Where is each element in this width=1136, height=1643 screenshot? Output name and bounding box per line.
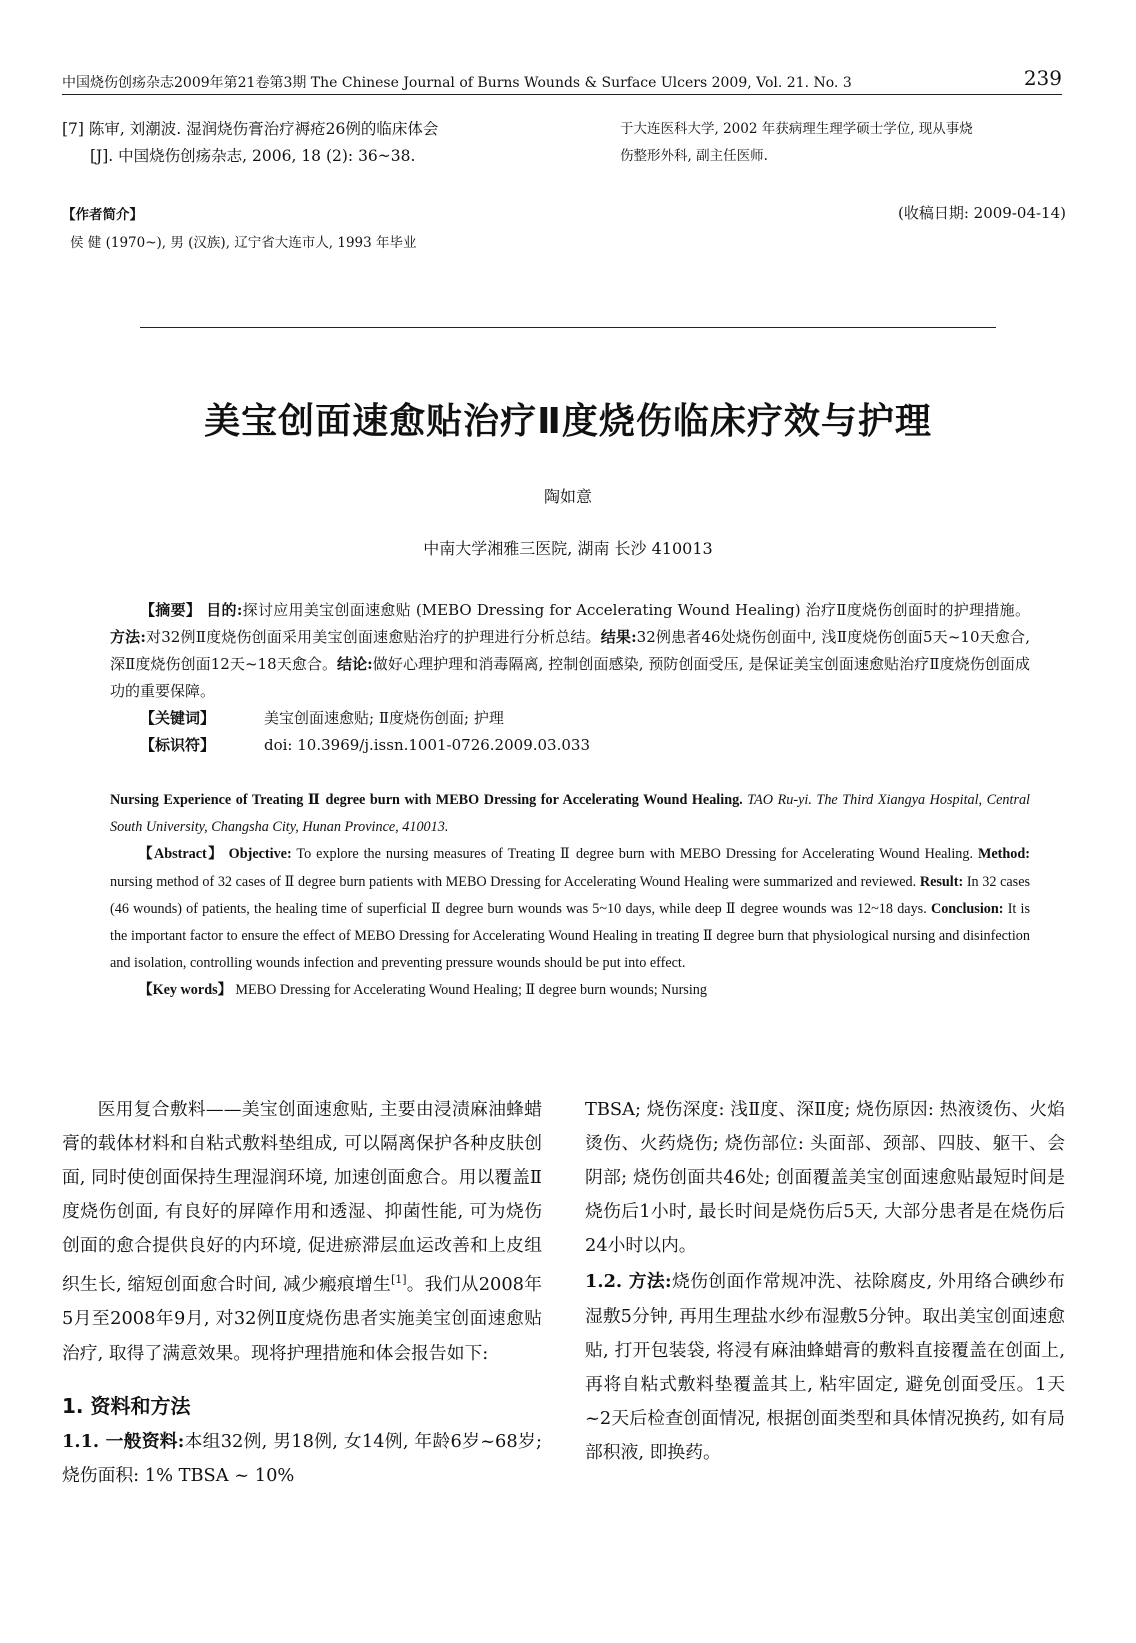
english-abstract	[110, 787, 1030, 1005]
page-number: 239	[1023, 66, 1062, 90]
article-affiliation: 中南大学湘雅三医院, 湖南 长沙 410013	[423, 539, 713, 558]
cn-identifier-row	[110, 732, 1030, 759]
reference-7-line1: [7] 陈审, 刘潮波. 湿润烧伤膏治疗褥疮26例的临床体会	[62, 120, 439, 138]
cn-abstract-paragraph	[110, 597, 1030, 705]
cn-objective-text: 探讨应用美宝创面速愈贴 (MEBO Dressing for Accelerating Wound Healing) 治疗Ⅱ度烧伤创面时的护理措施。	[242, 601, 1030, 619]
subsection-1-2-text: 烧伤创面作常规冲洗、祛除腐皮, 外用络合碘纱布湿敷5分钟, 再用生理盐水纱布湿敷5分钟。取出美宝创面速愈贴, 打开包装袋, 将浸有麻油蜂蜡膏的敷料直接覆盖在创面上, 再将自粘式敷料垫覆盖其上, 粘牢固定, 避免创面受压。1天~2天后检查创面情况, 根据创面类型和具体情况换药, 如有局部积液, 即换药。	[585, 1271, 1065, 1463]
body-column-left	[62, 1093, 542, 1493]
received-date: (收稿日期: 2009-04-14)	[897, 204, 1066, 222]
cn-abstract-label: 【摘要】	[140, 601, 202, 619]
subsection-1-1	[62, 1425, 542, 1493]
cn-conclusion-text: 做好心理护理和消毒隔离, 控制创面感染, 预防创面受压, 是保证美宝创面速愈贴治疗Ⅱ度烧伤创面成功的重要保障。	[110, 655, 1030, 700]
en-abstract-paragraph	[110, 841, 1030, 977]
subsection-1-2-label: 1.2. 方法:	[585, 1271, 672, 1293]
intro-text-a: 医用复合敷料——美宝创面速愈贴, 主要由浸渍麻油蜂蜡膏的载体材料和自粘式敷料垫组成, 可以隔离保护各种皮肤创面, 同时使创面保持生理湿润环境, 加速创面愈合。用以覆盖Ⅱ度烧伤创面, 有良好的屏障作用和透湿、抑菌性能, 可为烧伤创面的愈合提供良好的内环境, 促进瘀滞层血运改善和上皮组织生长, 缩短创面愈合时间, 减少瘢痕增生	[62, 1099, 542, 1296]
en-method-text: nursing method of 32 cases of Ⅱ degree burn patients with MEBO Dressing for Accelerating Wound Healing were summarized and reviewed.	[110, 873, 917, 890]
en-conclusion-text: It is the important factor to ensure the effect of MEBO Dressing for Accelerating Wound Healing in treating Ⅱ degree burn that physiological nursing and disinfection and isolation, controlling wounds infection and preventing pressure wounds should be put into effect.	[110, 900, 1031, 972]
intro-paragraph	[62, 1093, 542, 1371]
subsection-1-1-label: 1.1. 一般资料:	[62, 1430, 185, 1452]
subsection-1-2	[585, 1265, 1065, 1470]
en-abstract-label: 【Abstract】	[138, 846, 224, 863]
en-keywords-label: 【Key words】	[138, 982, 232, 999]
body-column-right	[585, 1093, 1065, 1470]
en-title: Nursing Experience of Treating Ⅱ degree burn with MEBO Dressing for Accelerating Wound Healing.	[110, 792, 743, 808]
en-conclusion-label: Conclusion:	[930, 900, 1004, 917]
journal-citation: 中国烧伤创疡杂志2009年第21卷第3期 The Chinese Journal of Burns Wounds & Surface Ulcers 2009, Vol. 21. No. 3	[62, 75, 852, 91]
section-1-heading: 1. 资料和方法	[62, 1393, 191, 1418]
author-bio-heading: 【作者简介】	[62, 207, 143, 223]
reference-7-line2: [J]. 中国烧伤创疡杂志, 2006, 18 (2): 36~38.	[90, 147, 416, 165]
cn-method-label: 方法:	[110, 628, 146, 646]
article-title: 美宝创面速愈贴治疗Ⅱ度烧伤临床疗效与护理	[204, 401, 932, 442]
en-title-paragraph	[110, 787, 1030, 841]
cn-doi: doi: 10.3969/j.issn.1001-0726.2009.03.033	[264, 736, 590, 754]
article-author: 陶如意	[543, 487, 592, 506]
en-keywords-paragraph	[110, 977, 1030, 1004]
en-objective-text: To explore the nursing measures of Treating Ⅱ degree burn with MEBO Dressing for Accelerating Wound Healing.	[296, 846, 974, 863]
subsection-1-1-continued: TBSA; 烧伤深度: 浅Ⅱ度、深Ⅱ度; 烧伤原因: 热液烫伤、火焰烫伤、火药烧伤; 烧伤部位: 头面部、颈部、四肢、躯干、会阴部; 烧伤创面共46处; 创面覆盖美宝创面速愈贴最短时间是烧伤后1小时, 最长时间是烧伤后5天, 大部分患者是在烧伤后24小时以内。	[585, 1099, 1065, 1257]
citation-1: [1]	[390, 1273, 407, 1287]
cn-result-label: 结果:	[600, 628, 637, 646]
cn-keywords-row	[110, 705, 1030, 732]
subsection-1-1-text: 本组32例, 男18例, 女14例, 年龄6岁~68岁; 烧伤面积: 1% TBSA ~ 10%	[62, 1430, 542, 1486]
cn-keywords: 美宝创面速愈贴; Ⅱ度烧伤创面; 护理	[264, 709, 504, 727]
cn-result-text: 32例患者46处烧伤创面中, 浅Ⅱ度烧伤创面5天~10天愈合, 深Ⅱ度烧伤创面12天~18天愈合。	[110, 628, 1031, 673]
en-result-label: Result:	[919, 873, 964, 890]
author-bio-line3: 伤整形外科, 副主任医师.	[620, 148, 768, 164]
running-head	[62, 66, 1062, 95]
en-authors-affiliation: TAO Ru-yi. The Third Xiangya Hospital, Central South University, Changsha City, Hunan Province, 410013.	[110, 792, 1030, 836]
cn-keywords-label: 【关键词】	[140, 709, 216, 727]
cn-conclusion-label: 结论:	[337, 655, 373, 673]
en-result-text: In 32 cases (46 wounds) of patients, the healing time of superficial Ⅱ degree burn wounds was 5~10 days, while deep Ⅱ degree wounds was 12~18 days.	[110, 873, 1031, 917]
cn-objective-label: 目的:	[206, 601, 243, 619]
author-bio-line1: 侯 健 (1970~), 男 (汉族), 辽宁省大连市人, 1993 年毕业	[70, 235, 417, 251]
section-divider	[140, 327, 996, 328]
en-keywords: MEBO Dressing for Accelerating Wound Healing; Ⅱ degree burn wounds; Nursing	[235, 982, 707, 999]
cn-identifier-label: 【标识符】	[140, 736, 216, 754]
chinese-abstract	[110, 597, 1030, 759]
intro-text-b: 。我们从2008年5月至2008年9月, 对32例Ⅱ度烧伤患者实施美宝创面速愈贴治疗, 取得了满意效果。现将护理措施和体会报告如下:	[62, 1274, 542, 1364]
author-bio-line2: 于大连医科大学, 2002 年获病理生理学硕士学位, 现从事烧	[620, 121, 973, 137]
en-objective-label: Objective:	[228, 846, 292, 863]
cn-method-text: 对32例Ⅱ度烧伤创面采用美宝创面速愈贴治疗的护理进行分析总结。	[145, 628, 601, 646]
en-method-label: Method:	[977, 846, 1030, 863]
